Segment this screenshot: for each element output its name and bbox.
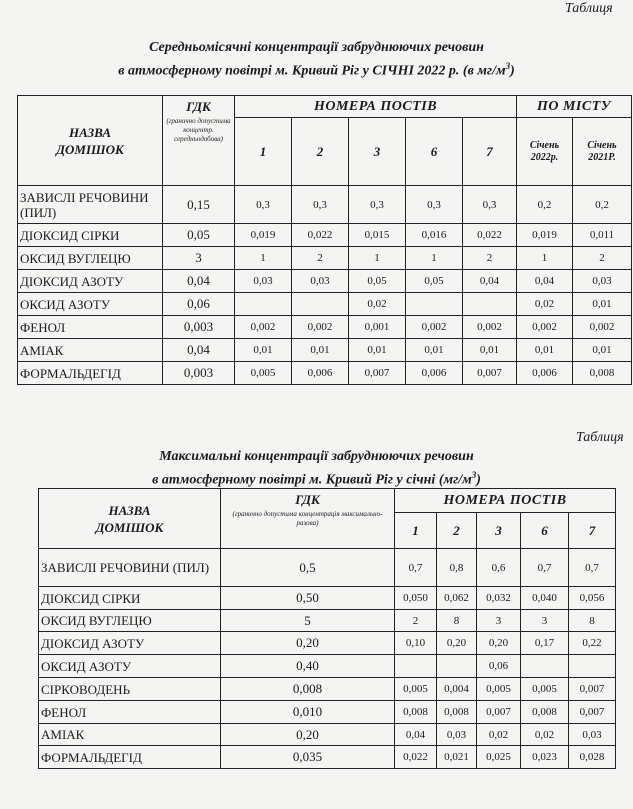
table1-value-cell: 1 xyxy=(349,247,406,270)
table1-title-line2: в атмосферному повітрі м. Кривий Ріг у СІЧНІ 2022 р. (в $мг/м^3$) xyxy=(118,61,515,79)
table2-value-cell: 0,040 xyxy=(521,587,569,610)
table1-city-col-2-line1: Січень xyxy=(587,139,617,151)
table2-value-cell xyxy=(437,655,477,678)
table1-row-name: ЗАВИСЛІ РЕЧОВИНИ (ПИЛ) xyxy=(18,186,163,224)
table2-row-name: ОКСИД ВУГЛЕЦЮ xyxy=(39,610,221,632)
table1-value-cell: 0,04 xyxy=(463,270,517,293)
table2-post-7-header: 7 xyxy=(569,513,616,549)
table1-value-cell: 0,01 xyxy=(349,339,406,362)
table2-row-gdk: 0,5 xyxy=(221,549,395,587)
table2-value-cell: 8 xyxy=(569,610,616,632)
table2-value-cell: 0,056 xyxy=(569,587,616,610)
table2-value-cell: 0,6 xyxy=(477,549,521,587)
table2-row-gdk: 5 xyxy=(221,610,395,632)
table2-caption: Таблиця xyxy=(576,430,624,445)
table1-value-cell: 0,008 xyxy=(573,362,632,385)
table2-value-cell: 0,007 xyxy=(569,678,616,701)
table1-value-cell: 0,01 xyxy=(517,339,573,362)
table1-value-cell: 0,01 xyxy=(573,293,632,316)
table2-row-name: ЗАВИСЛІ РЕЧОВИНИ (ПИЛ) xyxy=(39,549,221,587)
table2-row-gdk: 0,008 xyxy=(221,678,395,701)
table2-value-cell: 0,20 xyxy=(437,632,477,655)
table2-value-cell xyxy=(395,655,437,678)
table1-value-cell: 0,3 xyxy=(406,186,463,224)
table2-value-cell: 0,062 xyxy=(437,587,477,610)
table2-row xyxy=(39,655,616,678)
table2-row-gdk: 0,40 xyxy=(221,655,395,678)
table2-row-name: ДІОКСИД АЗОТУ xyxy=(39,632,221,655)
table2-post-3-header: 3 xyxy=(477,513,521,549)
table1-row-name: ОКСИД ВУГЛЕЦЮ xyxy=(18,247,163,270)
table1-row xyxy=(18,224,632,247)
table2-row-name: АМІАК xyxy=(39,724,221,746)
table2-value-cell: 0,008 xyxy=(521,701,569,724)
table1-value-cell: 0,05 xyxy=(406,270,463,293)
table2-row-name: ДІОКСИД СІРКИ xyxy=(39,587,221,610)
table1-value-cell: 0,03 xyxy=(573,270,632,293)
table1-row-gdk: 0,003 xyxy=(163,362,235,385)
table1-row xyxy=(18,316,632,339)
table1-caption: Таблиця xyxy=(565,1,613,16)
table1-value-cell: 0,04 xyxy=(517,270,573,293)
table1-value-cell: 0,3 xyxy=(349,186,406,224)
table1-row-gdk: 3 xyxy=(163,247,235,270)
table1-row-name: ФЕНОЛ xyxy=(18,316,163,339)
table2-value-cell: 0,02 xyxy=(477,724,521,746)
table1-title-line1: Середньомісячні концентрації забруднюючих речовин xyxy=(149,40,484,55)
table2-value-cell: 0,023 xyxy=(521,746,569,769)
table1-value-cell xyxy=(292,293,349,316)
table1-header-city: ПО МІСТУ xyxy=(517,96,632,118)
table2-value-cell: 0,005 xyxy=(395,678,437,701)
table2-value-cell: 0,008 xyxy=(437,701,477,724)
table2-row xyxy=(39,678,616,701)
table1-value-cell: 0,03 xyxy=(235,270,292,293)
table1-value-cell: 0,3 xyxy=(463,186,517,224)
table2-value-cell: 0,007 xyxy=(569,701,616,724)
table1-value-cell: 0,01 xyxy=(463,339,517,362)
table2-value-cell: 0,028 xyxy=(569,746,616,769)
table1-value-cell: 0,03 xyxy=(292,270,349,293)
table1-value-cell: 0,02 xyxy=(349,293,406,316)
table2-value-cell: 0,005 xyxy=(521,678,569,701)
table1-value-cell: 0,019 xyxy=(235,224,292,247)
table1-post-7-header: 7 xyxy=(463,118,517,186)
table1-value-cell: 1 xyxy=(517,247,573,270)
table1-header-posts: НОМЕРА ПОСТІВ xyxy=(235,96,517,118)
table1-city-col-1-header xyxy=(517,118,573,186)
table2-row-gdk: 0,50 xyxy=(221,587,395,610)
table2-value-cell: 0,007 xyxy=(477,701,521,724)
table1-value-cell: 0,01 xyxy=(235,339,292,362)
table2-value-cell: 0,008 xyxy=(395,701,437,724)
table2-post-1-header: 1 xyxy=(395,513,437,549)
table1-row-gdk: 0,06 xyxy=(163,293,235,316)
table1-header-gdk: ГДК (гранично допустима концентр. середньодобова) xyxy=(163,96,235,186)
table1-city-col-1-line1: Січень xyxy=(529,139,560,151)
table1-value-cell: 1 xyxy=(235,247,292,270)
table2-value-cell: 0,7 xyxy=(395,549,437,587)
table1-value-cell: 0,006 xyxy=(406,362,463,385)
table1-row xyxy=(18,362,632,385)
table1-post-2-header: 2 xyxy=(292,118,349,186)
table1-title xyxy=(0,38,633,81)
table1-average-concentrations xyxy=(17,95,632,385)
table2-row-name: ФЕНОЛ xyxy=(39,701,221,724)
table2-row xyxy=(39,701,616,724)
table2-row-gdk: 0,035 xyxy=(221,746,395,769)
table2-value-cell: 0,03 xyxy=(437,724,477,746)
table2-value-cell: 0,025 xyxy=(477,746,521,769)
table1-value-cell: 2 xyxy=(463,247,517,270)
table1-row-gdk: 0,04 xyxy=(163,270,235,293)
table1-header-name: НАЗВА ДОМІШОК xyxy=(18,96,163,186)
table1-value-cell: 0,002 xyxy=(517,316,573,339)
table2-row-gdk: 0,20 xyxy=(221,632,395,655)
table1-value-cell: 2 xyxy=(292,247,349,270)
table1-value-cell: 0,022 xyxy=(463,224,517,247)
table2-value-cell: 3 xyxy=(521,610,569,632)
table2-value-cell xyxy=(521,655,569,678)
table2-value-cell: 0,7 xyxy=(521,549,569,587)
table2-row xyxy=(39,610,616,632)
table2-value-cell: 0,8 xyxy=(437,549,477,587)
table2-row-name: ФОРМАЛЬДЕГІД xyxy=(39,746,221,769)
table1-value-cell: 0,019 xyxy=(517,224,573,247)
table2-value-cell: 0,005 xyxy=(477,678,521,701)
table1-row-name: ФОРМАЛЬДЕГІД xyxy=(18,362,163,385)
table2-row xyxy=(39,549,616,587)
table2-value-cell: 0,050 xyxy=(395,587,437,610)
table1-value-cell: 2 xyxy=(573,247,632,270)
table1-value-cell: 0,01 xyxy=(292,339,349,362)
table1-value-cell: 0,011 xyxy=(573,224,632,247)
table1-row xyxy=(18,270,632,293)
table2-row-gdk: 0,20 xyxy=(221,724,395,746)
table1-row xyxy=(18,293,632,316)
table1-value-cell: 0,007 xyxy=(349,362,406,385)
table2-value-cell: 2 xyxy=(395,610,437,632)
table1-row xyxy=(18,339,632,362)
table1-value-cell: 0,01 xyxy=(406,339,463,362)
table2-row-name: ОКСИД АЗОТУ xyxy=(39,655,221,678)
table1-city-col-2-line2: 2021Р. xyxy=(588,151,616,163)
table1-row-name: АМІАК xyxy=(18,339,163,362)
table1-post-6-header: 6 xyxy=(406,118,463,186)
table1-value-cell: 0,022 xyxy=(292,224,349,247)
table2-value-cell: 0,004 xyxy=(437,678,477,701)
table2-value-cell: 0,02 xyxy=(521,724,569,746)
table1-header-gdk-note: (гранично допустима концентр. середньодобова) xyxy=(166,117,231,143)
table1-city-col-2-header xyxy=(573,118,632,186)
table1-row-gdk: 0,05 xyxy=(163,224,235,247)
table1-value-cell: 0,002 xyxy=(235,316,292,339)
table1-row-name: ДІОКСИД АЗОТУ xyxy=(18,270,163,293)
table2-row-gdk: 0,010 xyxy=(221,701,395,724)
table1-value-cell xyxy=(463,293,517,316)
table1-value-cell: 1 xyxy=(406,247,463,270)
table2-title-line2: в атмосферному повітрі м. Кривий Ріг у січні $(мг/м^3)$ xyxy=(152,470,481,488)
table2-row xyxy=(39,587,616,610)
table1-row-gdk: 0,15 xyxy=(163,186,235,224)
table2-value-cell: 3 xyxy=(477,610,521,632)
table1-value-cell: 0,001 xyxy=(349,316,406,339)
table1-value-cell: 0,002 xyxy=(292,316,349,339)
table2-header-name: НАЗВА ДОМІШОК xyxy=(39,489,221,549)
table2-maximum-concentrations xyxy=(38,488,616,769)
table2-post-6-header: 6 xyxy=(521,513,569,549)
table1-value-cell: 0,002 xyxy=(463,316,517,339)
table2-row-name: СІРКОВОДЕНЬ xyxy=(39,678,221,701)
table1-row-gdk: 0,04 xyxy=(163,339,235,362)
table1-value-cell: 0,05 xyxy=(349,270,406,293)
table1-row-gdk: 0,003 xyxy=(163,316,235,339)
table2-value-cell: 0,022 xyxy=(395,746,437,769)
table1-value-cell: 0,2 xyxy=(573,186,632,224)
table1-row xyxy=(18,186,632,224)
table1-value-cell: 0,006 xyxy=(292,362,349,385)
table1-value-cell: 0,002 xyxy=(573,316,632,339)
table2-row xyxy=(39,632,616,655)
table2-header-posts: НОМЕРА ПОСТІВ xyxy=(395,489,616,513)
table2-value-cell: 0,10 xyxy=(395,632,437,655)
table2-post-2-header: 2 xyxy=(437,513,477,549)
table2-value-cell: 0,22 xyxy=(569,632,616,655)
table1-value-cell: 0,002 xyxy=(406,316,463,339)
table1-value-cell: 0,007 xyxy=(463,362,517,385)
table1-value-cell: 0,02 xyxy=(517,293,573,316)
table1-row xyxy=(18,247,632,270)
table2-header-gdk: ГДК (гранично допустима концентрація максимально-разова) xyxy=(221,489,395,549)
table2-value-cell: 0,06 xyxy=(477,655,521,678)
table2-value-cell: 0,7 xyxy=(569,549,616,587)
table1-post-3-header: 3 xyxy=(349,118,406,186)
table1-city-col-1-line2: 2022р. xyxy=(530,151,559,163)
table1-value-cell: 0,3 xyxy=(235,186,292,224)
table1-value-cell: 0,015 xyxy=(349,224,406,247)
table1-value-cell: 0,01 xyxy=(573,339,632,362)
table1-value-cell: 0,3 xyxy=(292,186,349,224)
table2-value-cell: 0,021 xyxy=(437,746,477,769)
table2-value-cell xyxy=(569,655,616,678)
table2-title-line1: Максимальні концентрації забруднюючих речовин xyxy=(159,449,474,464)
table1-value-cell xyxy=(235,293,292,316)
table2-title xyxy=(0,447,633,490)
table1-row-name: ДІОКСИД СІРКИ xyxy=(18,224,163,247)
table2-value-cell: 0,032 xyxy=(477,587,521,610)
table1-value-cell: 0,006 xyxy=(517,362,573,385)
table1-value-cell: 0,2 xyxy=(517,186,573,224)
table1-value-cell: 0,005 xyxy=(235,362,292,385)
table1-value-cell xyxy=(406,293,463,316)
table2-row xyxy=(39,724,616,746)
table1-row-name: ОКСИД АЗОТУ xyxy=(18,293,163,316)
table1-value-cell: 0,016 xyxy=(406,224,463,247)
table2-value-cell: 0,20 xyxy=(477,632,521,655)
table2-value-cell: 0,03 xyxy=(569,724,616,746)
table2-header-gdk-note: (гранично допустима концентрація максимально-разова) xyxy=(232,510,383,527)
table2-value-cell: 0,04 xyxy=(395,724,437,746)
table2-value-cell: 0,17 xyxy=(521,632,569,655)
table2-value-cell: 8 xyxy=(437,610,477,632)
table2-row xyxy=(39,746,616,769)
table1-post-1-header: 1 xyxy=(235,118,292,186)
